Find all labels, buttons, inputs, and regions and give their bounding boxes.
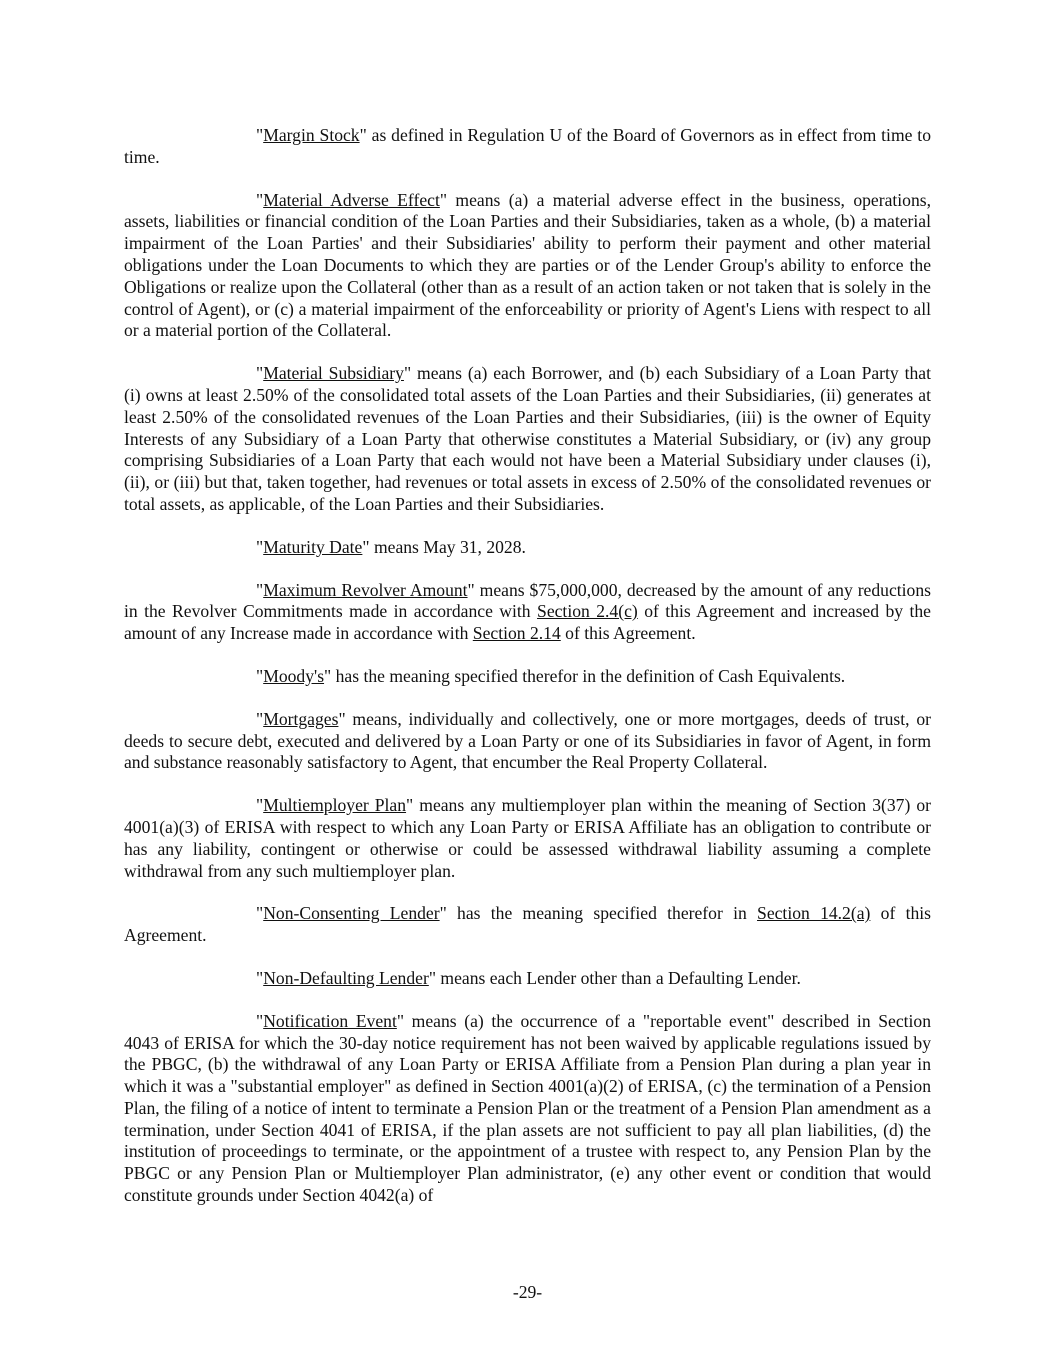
definition-text: " as defined in Regulation U of the Board of Governors as in effect from time to time.: [124, 125, 931, 167]
defined-term: Multiemployer Plan: [263, 795, 407, 816]
definition-text: " means (a) each Borrower, and (b) each Subsidiary of a Loan Party that (i) owns at least 2.50% of the consolidated total assets of the Loan Parties and their Subsidiaries, (ii) generates at least 2.50% of the consolidated revenues of the Loan Parties and their Subsidiaries, (iii) is the owner of Equity Interests of any Subsidiary of a Loan Party that otherwise constitutes a Material Subsidiary, or (iv) any group comprising Subsidiaries of a Loan Party that each would not have been a Material Subsidiary under clauses (i), (ii), or (iii) but that, taken together, had revenues or total assets in excess of 2.50% of the consolidated revenues or total assets, as applicable, of the Loan Parties and their Subsidiaries.: [124, 363, 931, 514]
definition-text: " means each Lender other than a Defaulting Lender.: [428, 967, 801, 988]
defined-term: Mortgages: [263, 708, 339, 729]
defined-term: Non-Defaulting Lender: [263, 967, 429, 988]
defined-term: Moody's: [263, 665, 325, 686]
definition-maximum-revolver-amount: "Maximum Revolver Amount" means $75,000,000, decreased by the amount of any reductions in the Revolver Commitments made in accordance with Section 2.4(c) of this Agreement and increased by the amount of any Increase made in accordance with Section 2.14 of this Agreement.: [124, 579, 931, 644]
definition-text: " means any multiemployer plan within the meaning of Section 3(37) or 4001(a)(3) of ERISA with respect to which any Loan Party or ERISA Affiliate has an obligation to contribute or has any liability, contingent or otherwise or could be assessed withdrawal liability assuming a complete withdrawal from any such multiemployer plan.: [124, 795, 931, 881]
section-reference: Section 14.2(a): [757, 903, 871, 924]
definition-material-subsidiary: "Material Subsidiary" means (a) each Borrower, and (b) each Subsidiary of a Loan Party that (i) owns at least 2.50% of the consolidated total assets of the Loan Parties and their Subsidiaries, (ii) generates at least 2.50% of the consolidated revenues of the Loan Parties and their Subsidiaries, (iii) is the owner of Equity Interests of any Subsidiary of a Loan Party that otherwise constitutes a Material Subsidiary, or (iv) any group comprising Subsidiaries of a Loan Party that each would not have been a Material Subsidiary under clauses (i), (ii), or (iii) but that, taken together, had revenues or total assets in excess of 2.50% of the consolidated revenues or total assets, as applicable, of the Loan Parties and their Subsidiaries.: [124, 363, 931, 514]
defined-term: Maturity Date: [263, 536, 363, 557]
defined-term: Notification Event: [263, 1010, 397, 1031]
definition-text: of this Agreement and increased by the amount of any Increase made in accordance with: [124, 601, 931, 644]
section-reference: Section 2.4(c): [537, 601, 638, 622]
definition-text: of this Agreement.: [560, 623, 696, 644]
definition-material-adverse-effect: "Material Adverse Effect" means (a) a material adverse effect in the business, operations, assets, liabilities or financial condition of the Loan Parties and their Subsidiaries, taken as a whole, (b) a material impairment of the Loan Parties' and their Subsidiaries' ability to perform their payment and other material obligations under the Loan Documents to which they are parties or of the Lender Group's ability to enforce the Obligations or realize upon the Collateral (other than as a result of an action taken or not taken that is solely in the control of Agent), or (c) a material impairment of the enforceability or priority of Agent's Liens with respect to all or a material portion of the Collateral.: [124, 189, 931, 341]
definition-mortgages: "Mortgages" means, individually and collectively, one or more mortgages, deeds of trust, or deeds to secure debt, executed and delivered by a Loan Party or one of its Subsidiaries in favor of Agent, in form and substance reasonably satisfactory to Agent, that encumber the Real Property Collateral.: [124, 708, 931, 773]
definition-non-consenting-lender: "Non-Consenting Lender" has the meaning specified therefor in Section 14.2(a) of this Agreement.: [124, 903, 931, 946]
document-body: [124, 125, 931, 1228]
definition-text: " means (a) the occurrence of a "reportable event" described in Section 4043 of ERISA for which the 30-day notice requirement has not been waived by applicable regulations issued by the PBGC, (b) the withdrawal of any Loan Party or ERISA Affiliate from a Pension Plan during a plan year in which it was a "substantial employer" as defined in Section 4001(a)(2) of ERISA, (c) the termination of a Pension Plan, the filing of a notice of intent to terminate a Pension Plan or the treatment of a Pension Plan amendment as a termination, under Section 4041 of ERISA, if the plan assets are not sufficient to pay all plan liabilities, (d) the institution of proceedings to terminate, or the appointment of a trustee with respect to, any Pension Plan by the PBGC or any Pension Plan or Multiemployer Plan administrator, (e) any other event or condition that would constitute grounds under Section 4042(a) of: [124, 1010, 932, 1206]
definition-margin-stock: "Margin Stock" as defined in Regulation U of the Board of Governors as in effect from time to time.: [124, 125, 931, 167]
definition-maturity-date: "Maturity Date" means May 31, 2028.: [256, 536, 526, 557]
section-reference: Section 2.14: [472, 623, 561, 644]
definition-moodys: "Moody's" has the meaning specified therefor in the definition of Cash Equivalents.: [256, 665, 846, 686]
defined-term: Material Subsidiary: [263, 363, 404, 384]
defined-term: Margin Stock: [263, 125, 360, 145]
definition-notification-event: "Notification Event" means (a) the occurrence of a "reportable event" described in Section 4043 of ERISA for which the 30-day notice requirement has not been waived by applicable regulations issued by the PBGC, (b) the withdrawal of any Loan Party or ERISA Affiliate from a Pension Plan during a plan year in which it was a "substantial employer" as defined in Section 4001(a)(2) of ERISA, (c) the termination of a Pension Plan, the filing of a notice of intent to terminate a Pension Plan or the treatment of a Pension Plan amendment as a termination, under Section 4041 of ERISA, if the plan assets are not sufficient to pay all plan liabilities, (d) the institution of proceedings to terminate, or the appointment of a trustee with respect to, any Pension Plan by the PBGC or any Pension Plan or Multiemployer Plan administrator, (e) any other event or condition that would constitute grounds under Section 4042(a) of: [124, 1010, 932, 1206]
definition-non-defaulting-lender: "Non-Defaulting Lender" means each Lender other than a Defaulting Lender.: [256, 967, 801, 988]
definition-text: " means $75,000,000, decreased by the amount of any reductions in the Revolver Commitments made in accordance with: [124, 579, 931, 622]
definition-text: " means, individually and collectively, one or more mortgages, deeds of trust, or deeds to secure debt, executed and delivered by a Loan Party or one of its Subsidiaries in favor of Agent, in form and substance reasonably satisfactory to Agent, that encumber the Real Property Collateral.: [124, 708, 931, 773]
definition-text: " has the meaning specified therefor in the definition of Cash Equivalents.: [324, 665, 846, 686]
defined-term: Non-Consenting Lender: [263, 903, 440, 924]
page-number: -29-: [512, 1282, 543, 1302]
defined-term: Maximum Revolver Amount: [263, 579, 468, 600]
definition-multiemployer-plan: "Multiemployer Plan" means any multiemployer plan within the meaning of Section 3(37) or 4001(a)(3) of ERISA with respect to which any Loan Party or ERISA Affiliate has an obligation to contribute or has any liability, contingent or otherwise or could be assessed withdrawal liability assuming a complete withdrawal from any such multiemployer plan.: [124, 795, 931, 881]
definition-text: of this Agreement.: [124, 903, 931, 946]
definition-text: " means May 31, 2028.: [362, 536, 526, 557]
definition-text: " has the meaning specified therefor in: [439, 903, 758, 924]
defined-term: Material Adverse Effect: [263, 189, 440, 210]
definition-text: " means (a) a material adverse effect in the business, operations, assets, liabilities or financial condition of the Loan Parties and their Subsidiaries, taken as a whole, (b) a material impairment of the Loan Parties' and their Subsidiaries' ability to perform their payment and other material obligations under the Loan Documents to which they are parties or of the Lender Group's ability to enforce the Obligations or realize upon the Collateral (other than as a result of an action taken or not taken that is solely in the control of Agent), or (c) a material impairment of the enforceability or priority of Agent's Liens with respect to all or a material portion of the Collateral.: [124, 189, 931, 341]
